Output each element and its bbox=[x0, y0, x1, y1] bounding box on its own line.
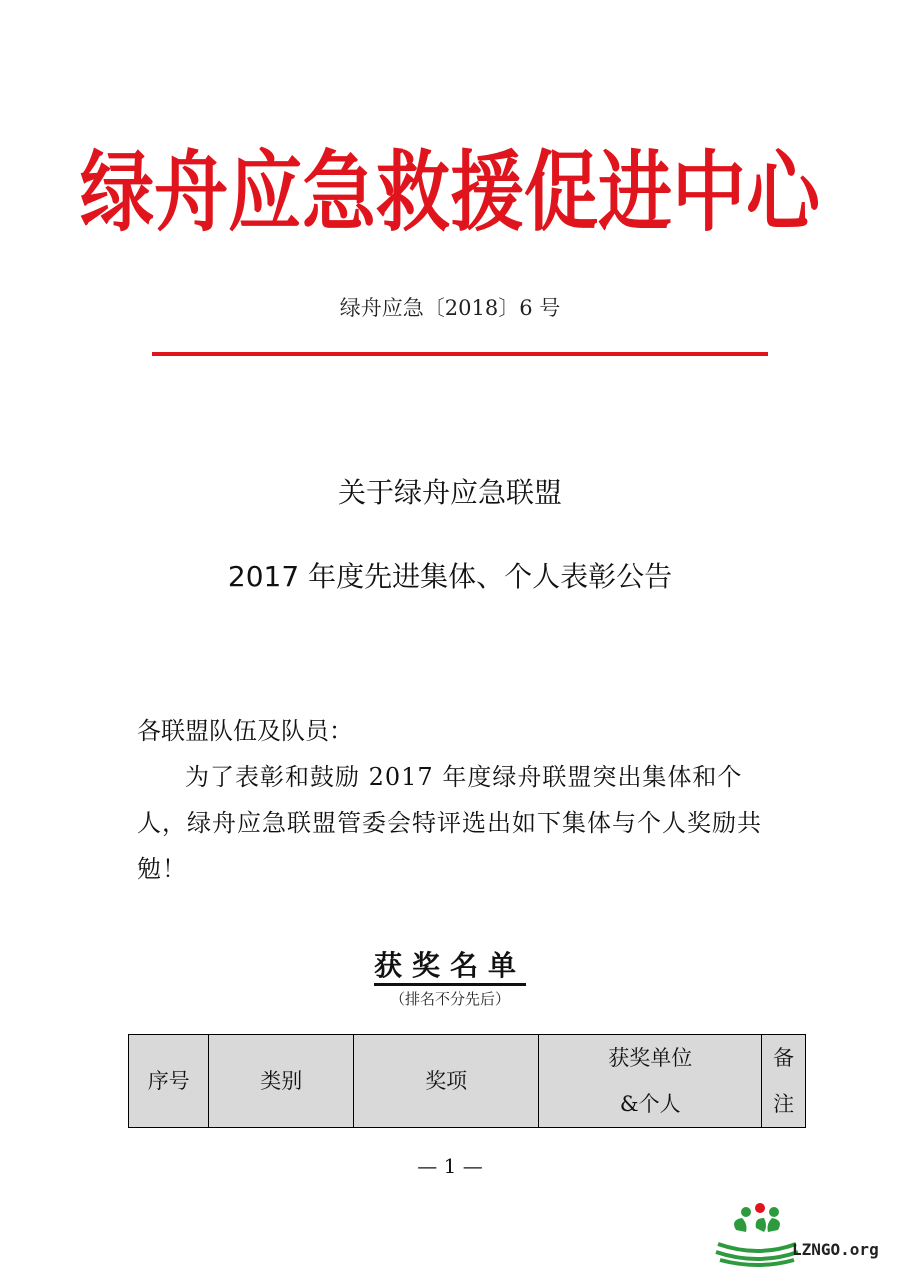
page-number: — 1 — bbox=[417, 1154, 483, 1178]
document-number: 绿舟应急〔2018〕6 号 bbox=[339, 296, 561, 320]
lzngo-logo-icon bbox=[712, 1200, 892, 1270]
col-award: 奖项 bbox=[354, 1035, 539, 1128]
award-list-subtitle: （排名不分先后） bbox=[389, 990, 510, 1008]
organization-title: 绿舟应急救援促进中心 bbox=[80, 142, 820, 244]
col-winner-line1: 获奖单位 bbox=[608, 1046, 693, 1070]
col-remark bbox=[762, 1035, 806, 1128]
col-seq: 序号 bbox=[129, 1035, 209, 1128]
notice-title-line2: 2017 年度先进集体、个人表彰公告 bbox=[227, 560, 673, 593]
award-table-header-row bbox=[129, 1035, 806, 1128]
col-winner bbox=[539, 1035, 762, 1128]
salutation: 各联盟队伍及队员： bbox=[137, 717, 353, 745]
body-paragraph: 为了表彰和鼓励 2017 年度绿舟联盟突出集体和个人，绿舟应急联盟管委会特评选出如下集体与个人奖励共勉！ bbox=[137, 763, 762, 883]
col-remark-line2: 注 bbox=[773, 1092, 795, 1116]
logo-text: LZNGO.org bbox=[792, 1240, 879, 1259]
award-list-title-text: 获奖名单 bbox=[374, 949, 526, 986]
award-list-title bbox=[0, 944, 900, 984]
award-table bbox=[128, 1034, 806, 1128]
red-divider bbox=[152, 352, 768, 356]
notice-title-line1: 关于绿舟应急联盟 bbox=[337, 476, 562, 509]
col-category: 类别 bbox=[209, 1035, 354, 1128]
col-remark-line1: 备 bbox=[773, 1046, 795, 1070]
col-winner-line2: &个人 bbox=[619, 1092, 681, 1116]
